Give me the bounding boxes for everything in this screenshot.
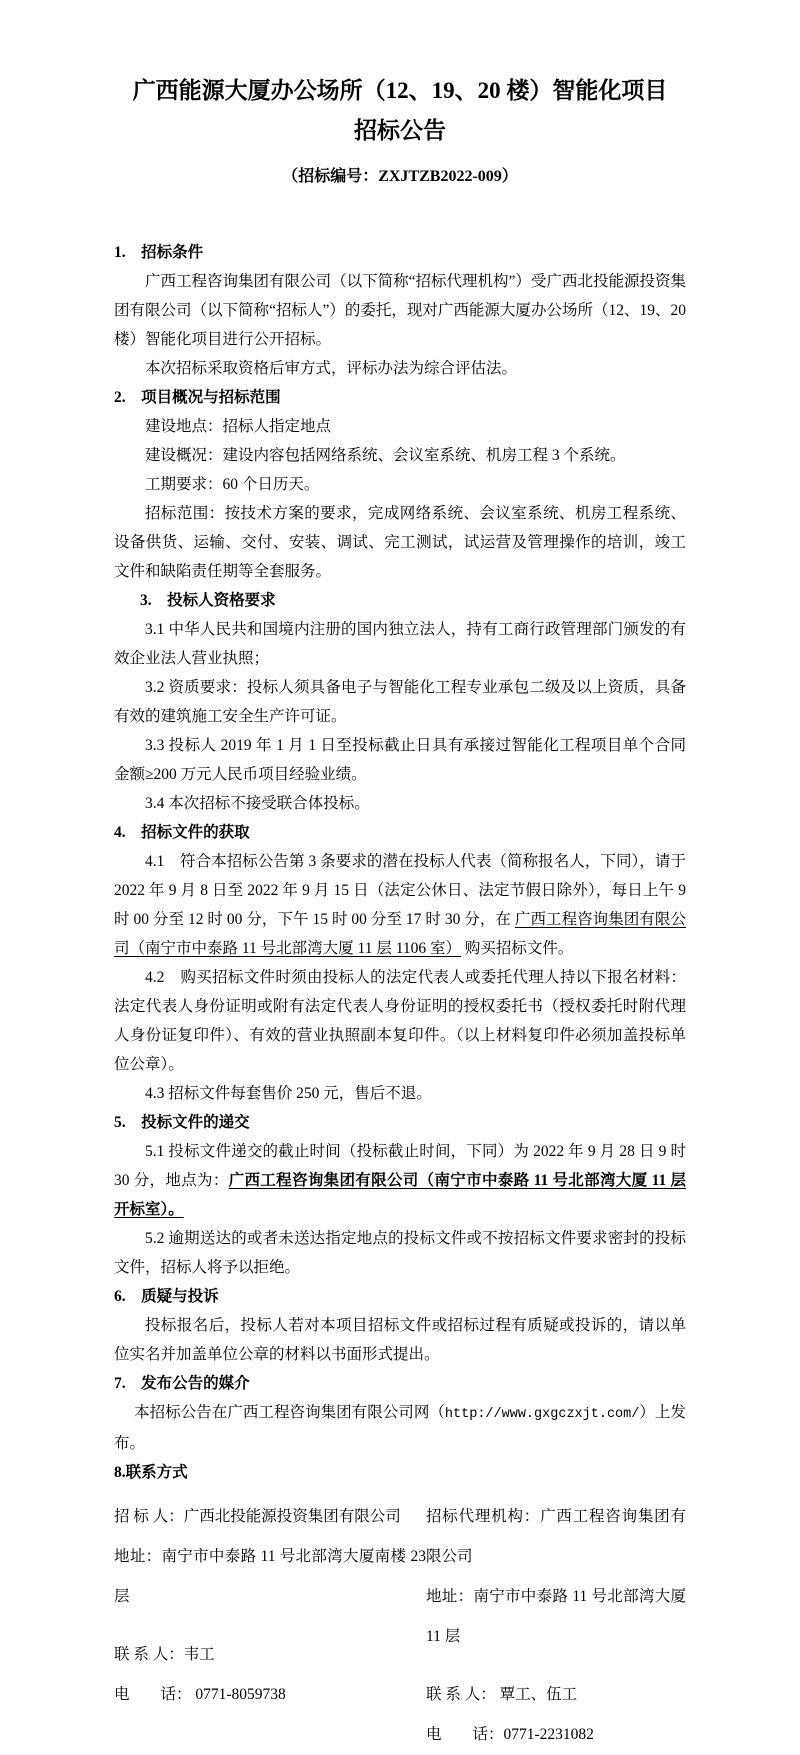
tenderer-contact-column <box>114 1497 426 1755</box>
section-5-item-1-text: 5.1 投标文件递交的截止时间（投标截止时间，下同）为 2022 年 9 月 28 日 9 时 30 分，地点为： <box>114 1143 686 1189</box>
section-7-tail: ）上发布。 <box>114 1404 686 1452</box>
doc-title-line1: 广西能源大厦办公场所（12、19、20 楼）智能化项目 <box>132 78 668 103</box>
agency-name-row: 招标代理机构：广西工程咨询集团有限公司 <box>426 1508 686 1565</box>
tender-number: （招标编号：ZXJTZB2022-009） <box>282 168 518 185</box>
publish-url: http://www.gxgczxjt.com/ <box>444 1407 640 1422</box>
submission-location-bold-underlined: 广西工程咨询集团有限公司（南宁市中泰路 11 号北部湾大厦 11 层开标室）。 <box>114 1172 686 1218</box>
section-2-scope: 招标范围：按技术方案的要求，完成网络系统、会议室系统、机房工程系统、设备供货、运输、交付、安装、调试、完工测试，试运营及管理操作的培训，竣工文件和缺陷责任期等全套服务。 <box>114 505 686 580</box>
section-4-item-2: 4.2 购买招标文件时须由投标人的法定代表人或委托代理人持以下报名材料：法定代表人身份证明或附有法定代表人身份证明的授权委托书（授权委托时附代理人身份证复印件）、有效的营业执照副本复印件。（以上材料复印件必须加盖投标单位公章）。 <box>114 969 686 1073</box>
contact-columns <box>114 1497 686 1755</box>
section-5-item-1 <box>114 1137 686 1224</box>
agency-contact-column <box>426 1497 686 1755</box>
tenderer-address-row: 地址：南宁市中泰路 11 号北部湾大厦南楼 23 层 <box>114 1548 426 1605</box>
tenderer-phone-row: 电 话： 0771-8059738 <box>114 1686 286 1703</box>
agency-person-row: 联 系 人： 覃工、伍工 <box>426 1686 578 1703</box>
section-4-heading: 4. 招标文件的获取 <box>114 824 250 841</box>
section-7-paragraph <box>114 1398 686 1458</box>
section-3-item-3: 3.3 投标人 2019 年 1 月 1 日至投标截止日具有承接过智能化工程项目单个合同金额≥200 万元人民币项目经验业绩。 <box>114 737 686 783</box>
section-5-heading: 5. 投标文件的递交 <box>114 1114 250 1131</box>
section-8-heading: 8.联系方式 <box>114 1464 188 1481</box>
section-1-paragraph-2: 本次招标采取资格后审方式，评标办法为综合评估法。 <box>145 360 518 377</box>
section-2-overview: 建设概况：建设内容包括网络系统、会议室系统、机房工程 3 个系统。 <box>145 447 626 464</box>
agency-phone-row: 电 话：0771-2231082 <box>426 1726 594 1743</box>
section-3-heading: 3. 投标人资格要求 <box>140 592 276 609</box>
agency-address-row: 地址：南宁市中泰路 11 号北部湾大厦 11 层 <box>426 1588 686 1645</box>
section-1-heading: 1. 招标条件 <box>114 244 204 261</box>
section-2-heading: 2. 项目概况与招标范围 <box>114 389 281 406</box>
tenderer-person-row: 联 系 人：韦工 <box>114 1646 215 1663</box>
section-4-item-1 <box>114 847 686 963</box>
section-7-text: 本招标公告在广西工程咨询集团有限公司网（ <box>134 1404 445 1421</box>
section-7-heading: 7. 发布公告的媒介 <box>114 1375 250 1392</box>
section-3-item-4: 3.4 本次招标不接受联合体投标。 <box>145 795 370 812</box>
section-4-item-1-tail: 购买招标文件。 <box>461 940 574 957</box>
section-3-item-2: 3.2 资质要求：投标人须具备电子与智能化工程专业承包二级及以上资质，具备有效的建筑施工安全生产许可证。 <box>114 679 686 725</box>
section-6-heading: 6. 质疑与投诉 <box>114 1288 219 1305</box>
section-6-paragraph: 投标报名后，投标人若对本项目招标文件或招标过程有质疑或投诉的，请以单位实名并加盖单位公章的材料以书面形式提出。 <box>114 1317 686 1363</box>
section-1-paragraph-1: 广西工程咨询集团有限公司（以下简称“招标代理机构”）受广西北投能源投资集团有限公司（以下简称“招标人”）的委托，现对广西能源大厦办公场所（12、19、20 楼）智能化项目进行公开招标。 <box>114 273 686 348</box>
section-4-item-1-text: 4.1 符合本招标公告第 3 条要求的潜在投标人代表（简称报名人，下同），请于 2022 年 9 月 8 日至 2022 年 9 月 15 日（法定公休日、法定节假日除外），每日上午 9 时 00 分至 12 时 00 分，下午 15 时 00 分至 17 时 30 分，在 <box>114 853 686 928</box>
section-5-item-2: 5.2 逾期送达的或者未送达指定地点的投标文件或不按招标文件要求密封的投标文件，招标人将予以拒绝。 <box>114 1230 686 1276</box>
doc-body <box>114 238 686 1755</box>
section-3-item-1: 3.1 中华人民共和国境内注册的国内独立法人，持有工商行政管理部门颁发的有效企业法人营业执照； <box>114 621 686 667</box>
section-2-duration: 工期要求：60 个日历天。 <box>145 476 320 493</box>
section-4-item-3: 4.3 招标文件每套售价 250 元，售后不退。 <box>145 1085 432 1102</box>
doc-title-line2: 招标公告 <box>354 118 446 143</box>
purchase-location-underlined: 广西工程咨询集团有限公司（南宁市中泰路 11 号北部湾大厦 11 层 1106 室） <box>114 911 686 957</box>
tenderer-name-row: 招 标 人：广西北投能源投资集团有限公司 <box>114 1508 401 1525</box>
section-2-location: 建设地点：招标人指定地点 <box>145 418 332 435</box>
